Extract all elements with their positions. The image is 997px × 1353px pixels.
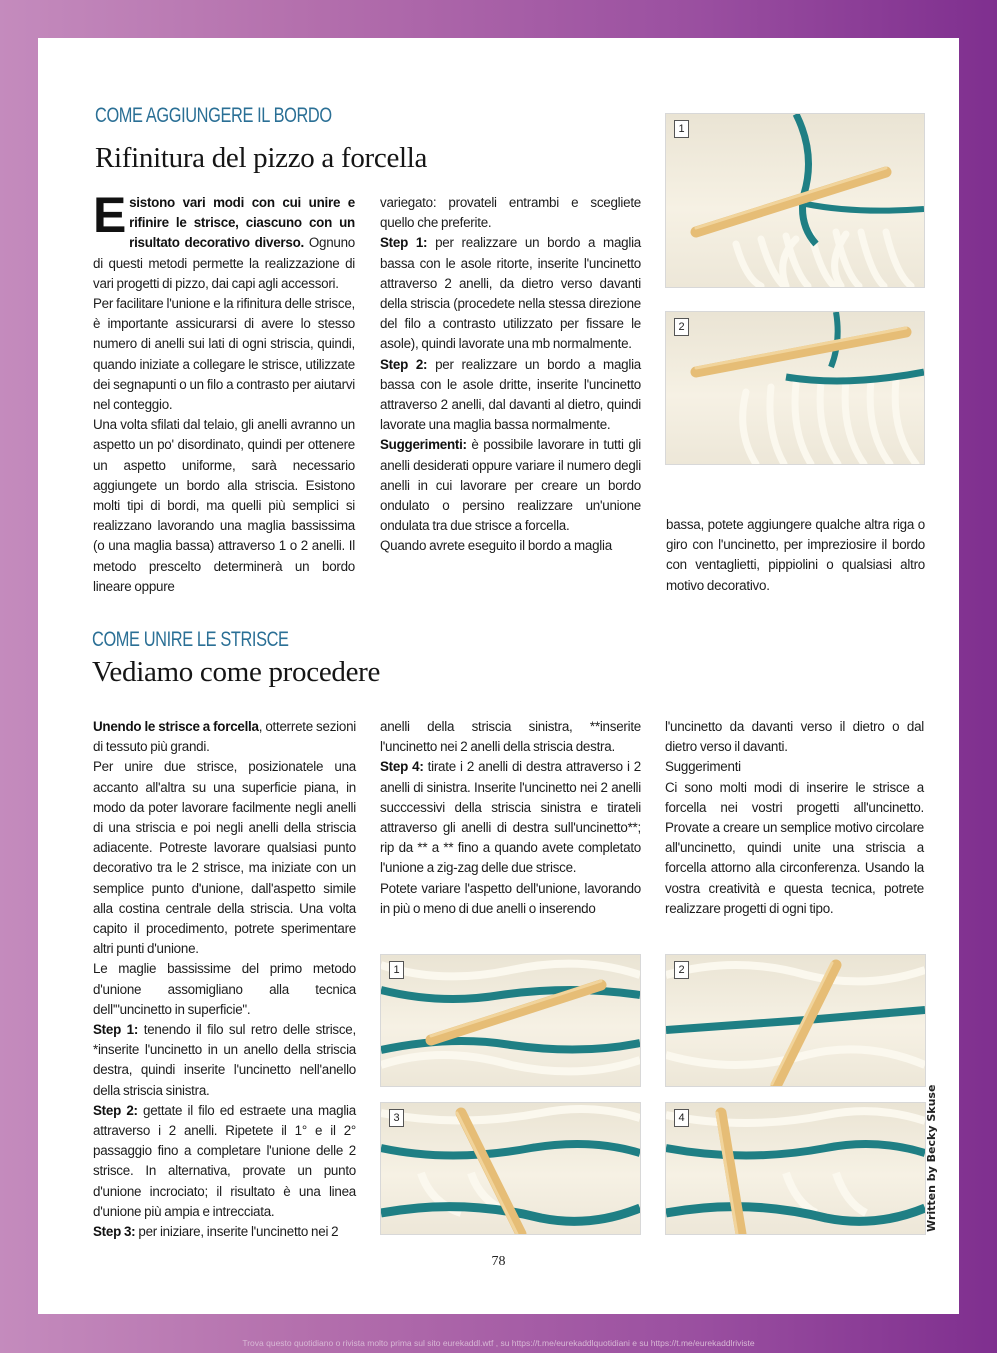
section2-column-1 xyxy=(93,717,356,1242)
section-title-border: Rifinitura del pizzo a forcella xyxy=(95,142,428,174)
intro-lead: sistono vari modi con cui unire e rifinire le strisce, ciascuno con un risultato decorativo diverso. xyxy=(129,195,355,251)
step-label: Step 4: xyxy=(380,759,424,775)
tips-label: Suggerimenti: xyxy=(380,437,467,453)
section-title-join: Vediamo come procedere xyxy=(92,656,381,688)
step-label: Step 2: xyxy=(93,1102,138,1118)
paragraph: Le maglie bassissime del primo metodo d'unione assomigliano alla tecnica dell'"uncinetto in superficie". xyxy=(93,961,356,1017)
intro-paragraph xyxy=(93,187,355,294)
magazine-page xyxy=(38,38,959,1314)
step-4-paragraph xyxy=(380,757,641,878)
step-2-paragraph xyxy=(380,355,641,436)
step-label: Step 3: xyxy=(93,1224,136,1240)
paragraph: Per unire due strisce, posizionatele una accanto all'altra su una superficie piana, in modo da poter lavorare facilmente negli anelli di una striscia e poi negli anelli della striscia adiacente. Potreste lavorare qualsiasi punto decorativo tra le 2 strisce, ma iniziate con un semplice punto d'unione, dall'aspetto simile alla costina centrale della striscia. Una volta capito il procedimento, potrete sperimentare altri punti d'unione. xyxy=(93,759,356,957)
section1-column-2 xyxy=(380,193,641,557)
step-3-paragraph xyxy=(93,1222,356,1242)
crochet-hook-illustration xyxy=(666,1103,925,1234)
paragraph: variegato: provateli entrambi e scegliete quello che preferite. xyxy=(380,195,641,231)
page-number: 78 xyxy=(491,1254,506,1269)
section-label-join: COME UNIRE LE STRISCE xyxy=(92,628,289,651)
step-text: per realizzare un bordo a maglia bassa con le asole dritte, inserite l'uncinetto attraverso 2 anelli, dal davanti al dietro, quindi lavorate una maglia bassa normalmente. xyxy=(380,356,641,433)
section2-column-2 xyxy=(380,717,641,919)
step-1-paragraph xyxy=(93,1020,356,1101)
paragraph: Una volta sfilati dal telaio, gli anelli avranno un aspetto un po' disordinato, quindi per ottenere un aspetto uniforme, sarà necessario aggiungete un bordo alla striscia. Esistono molti tipi di bordi, ma quelli più semplici si realizzano lavorando una maglia bassissima (o una maglia bassa) attraverso 1 o 2 anelli. Il metodo prescelto determinerà un bordo lineare oppure xyxy=(93,417,355,594)
step-label: Step 2: xyxy=(380,356,428,372)
crochet-hook-illustration xyxy=(666,955,925,1086)
step-photo-1 xyxy=(665,113,925,288)
photo-number: 4 xyxy=(674,1109,689,1127)
watermark-text: Trova questo quotidiano o rivista molto prima sul sito eurekaddl.wtf , su https://t.me/eurekaddlquotidiani e su https://t.me/eurekaddlriviste xyxy=(242,1338,755,1348)
intro-paragraph xyxy=(93,717,356,757)
tips-text: è possibile lavorare in tutti gli anelli desiderati oppure variare il numero degli anelli in cui lavorare per creare un bordo ondulato o persino realizzare un'unione ondulata tra due strisce a forcella. xyxy=(380,437,641,534)
crochet-hook-illustration xyxy=(666,312,924,464)
paragraph: Per facilitare l'unione e la rifinitura delle strisce, è importante assicurarsi di avere lo stesso numero di anelli sui lati di ogni striscia, quindi, quando iniziate a collegare le strisce, utilizzate dei segnapunti o un filo a contrasto per aiutarvi nel conteggio. xyxy=(93,296,355,413)
step-photo-2 xyxy=(665,311,925,465)
paragraph: l'uncinetto da davanti verso il dietro o dal dietro verso il davanti. xyxy=(665,719,924,755)
step-label: Step 1: xyxy=(93,1022,139,1038)
section1-column-1 xyxy=(93,187,355,597)
step-2-paragraph xyxy=(93,1101,356,1222)
step-text: tenendo il filo sul retro delle strisce, *inserite l'uncinetto in un anello della striscia destra, quindi inserite l'uncinetto nell'anello della striscia sinistra. xyxy=(93,1022,356,1098)
photo-number: 3 xyxy=(389,1109,404,1127)
tips-heading: Suggerimenti xyxy=(665,759,741,775)
photo-number: 2 xyxy=(674,318,689,336)
crochet-hook-illustration xyxy=(381,1103,640,1234)
paragraph: Ci sono molti modi di inserire le strisce a forcella nei vostri progetti all'uncinetto. Provate a creare un semplice motivo circolare all'uncinetto, quindi unite una striscia a forcella attorno alla circonferenza. Usando la vostra creatività e questa tecnica, potrete realizzare progetti di ogni tipo. xyxy=(665,779,924,916)
section2-column-3 xyxy=(665,717,924,919)
join-photo-4 xyxy=(665,1102,926,1235)
author-credit: Written by Becky Skuse xyxy=(925,1084,938,1232)
step-text: per realizzare un bordo a maglia bassa con le asole ritorte, inserite l'uncinetto attraverso 2 anelli, da dietro verso davanti della striscia (procedete nella stessa direzione del filo a contrasto utilizzato per fissare le asole), quindi lavorate una mb normalmente. xyxy=(380,235,641,352)
step-label: Step 1: xyxy=(380,235,428,251)
crochet-hook-illustration xyxy=(666,114,924,287)
paragraph: anelli della striscia sinistra, **inserite l'uncinetto nei 2 anelli della striscia destra. xyxy=(380,719,641,755)
step-text: gettate il filo ed estraete una maglia attraverso i 2 anelli. Ripetete il 1° e il 2° passaggio fino a completare l'unione delle 2 strisce. In alternativa, provate un punto d'unione incrociato; il risultato è una linea d'unione più ampia e intrecciata. xyxy=(93,1102,356,1219)
step-text: tirate i 2 anelli di destra attraverso i 2 anelli di sinistra. Inserite l'uncinetto nei 2 anelli succcessivi della striscia sinistra e tirateli attraverso gli anelli di destra sull'uncinetto**; rip da ** a ** fino a quando avete completato l'unione a zig-zag delle due strisce. xyxy=(380,759,641,876)
section1-column-3 xyxy=(666,515,925,596)
photo-number: 1 xyxy=(674,120,689,138)
photo-number: 1 xyxy=(389,961,404,979)
section-label-border: COME AGGIUNGERE IL BORDO xyxy=(95,104,332,127)
crochet-hook-illustration xyxy=(381,955,640,1086)
tips-paragraph xyxy=(380,435,641,536)
join-photo-2 xyxy=(665,954,926,1087)
step-text: per iniziare, inserite l'uncinetto nei 2 xyxy=(135,1224,339,1240)
drop-cap: E xyxy=(93,187,127,243)
join-photo-3 xyxy=(380,1102,641,1235)
intro-rest: Ognuno di questi metodi permette la realizzazione di vari progetti di pizzo, dai capi agli accessori. xyxy=(93,235,355,291)
photo-number: 2 xyxy=(674,961,689,979)
paragraph: Quando avrete eseguito il bordo a maglia xyxy=(380,538,612,554)
join-photo-1 xyxy=(380,954,641,1087)
intro-rest: , otterrete sezioni di tessuto più grandi. xyxy=(93,719,356,755)
paragraph: bassa, potete aggiungere qualche altra riga o giro con l'uncinetto, per impreziosire il bordo con ventaglietti, pippiolini o qualsiasi altro motivo decorativo. xyxy=(666,517,925,593)
step-1-paragraph xyxy=(380,233,641,354)
paragraph: Potete variare l'aspetto dell'unione, lavorando in più o meno di due anelli o inserendo xyxy=(380,880,641,916)
intro-lead: Unendo le strisce a forcella xyxy=(93,719,259,734)
